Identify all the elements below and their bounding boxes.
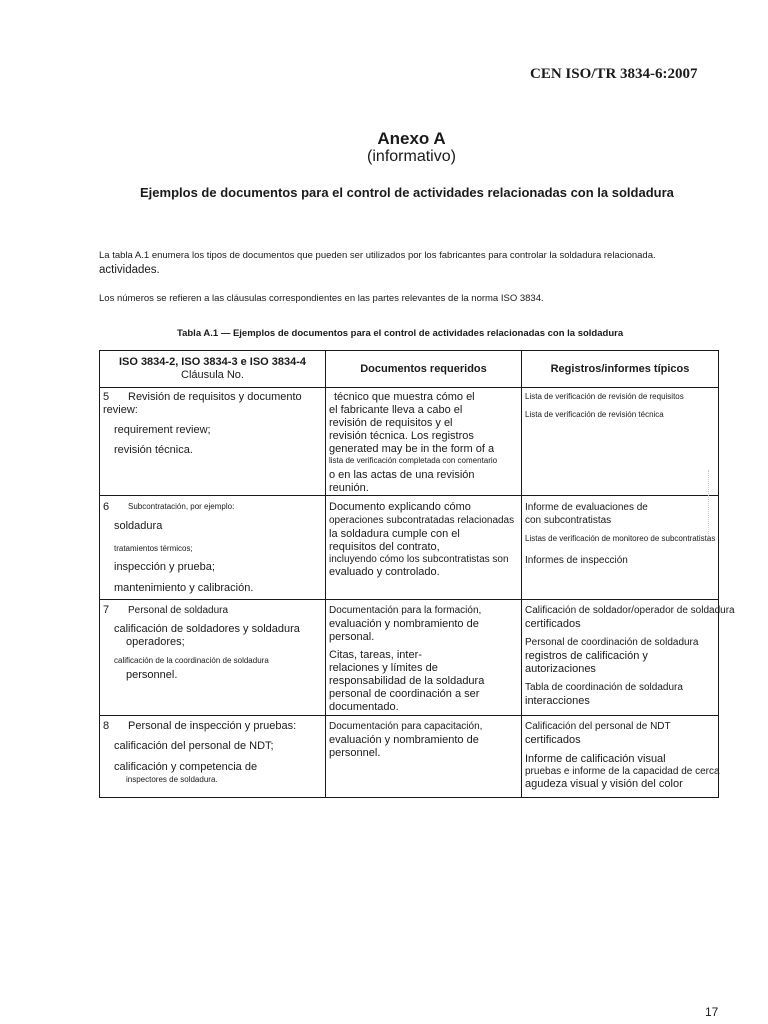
records-cell	[522, 716, 719, 798]
annex-subtitle: (informativo)	[367, 148, 456, 165]
document-text: revisión de requisitos y el	[329, 417, 453, 429]
clause-number: 7	[103, 604, 110, 616]
clause-text: Subcontratación, por ejemplo:	[128, 502, 235, 511]
table-row	[100, 388, 719, 496]
records-cell	[522, 600, 735, 716]
clause-item: inspectores de soldadura.	[126, 775, 218, 784]
document-text: Documentación para capacitación,	[329, 721, 483, 732]
document-text: lista de verificación completada con comentario	[329, 456, 498, 465]
document-text: incluyendo cómo los subcontratistas son	[329, 554, 509, 565]
document-text: el fabricante lleva a cabo el	[329, 404, 463, 416]
clause-text: Revisión de requisitos y documento	[128, 391, 302, 403]
document-text: documentado.	[329, 701, 399, 713]
scan-artifact	[708, 470, 711, 540]
document-text: requisitos del contrato,	[329, 541, 440, 553]
table-caption: Tabla A.1 — Ejemplos de documentos para el control de actividades relacionadas con la soldadura	[177, 328, 624, 339]
document-text: generated may be in the form of a	[329, 443, 495, 455]
clause-item: inspección y prueba;	[114, 561, 215, 573]
clause-item: personnel.	[126, 669, 178, 681]
record-text: Informes de inspección	[525, 555, 628, 566]
clause-text: Personal de inspección y pruebas:	[128, 720, 297, 732]
document-text: responsabilidad de la soldadura	[329, 675, 485, 687]
record-text: certificados	[525, 618, 581, 630]
clause-number: 5	[103, 391, 110, 403]
table-header-row	[100, 351, 719, 388]
record-text: pruebas e informe de la capacidad de cerca	[525, 766, 720, 777]
clause-text: review:	[103, 404, 138, 416]
document-text: personnel.	[329, 747, 381, 759]
clause-number: 6	[103, 501, 110, 513]
documents-cell	[326, 496, 522, 600]
clause-item: soldadura	[114, 520, 163, 532]
annex-title: Anexo A	[377, 129, 446, 148]
document-text: Documento explicando cómo	[329, 501, 471, 513]
documents-table	[99, 350, 735, 798]
clause-text: Personal de soldadura	[128, 605, 229, 616]
record-text: Lista de verificación de revisión de requisitos	[525, 392, 684, 401]
page-number: 17	[705, 1005, 719, 1019]
document-text: Documentación para la formación,	[329, 605, 482, 616]
clause-item: calificación del personal de NDT;	[114, 740, 274, 752]
document-text: personal de coordinación a ser	[329, 688, 480, 700]
records-cell	[522, 496, 719, 600]
header-clause-number: Cláusula No.	[181, 369, 244, 381]
documents-cell	[326, 716, 522, 798]
table-row	[100, 496, 719, 600]
clause-item: calificación de la coordinación de soldadura	[114, 656, 269, 665]
clause-cell	[100, 600, 326, 716]
record-text: Calificación de soldador/operador de soldadura	[525, 605, 735, 616]
record-text: Calificación del personal de NDT	[525, 721, 671, 732]
annex-heading: Ejemplos de documentos para el control de actividades relacionadas con la soldadura	[140, 185, 674, 200]
records-cell	[522, 388, 719, 496]
clause-cell	[100, 496, 326, 600]
clause-item: revisión técnica.	[114, 444, 193, 456]
document-text: revisión técnica. Los registros	[329, 430, 474, 442]
header-clause-standards: ISO 3834-2, ISO 3834-3 e ISO 3834-4	[118, 356, 307, 368]
clause-cell	[100, 716, 326, 798]
document-code: CEN ISO/TR 3834-6:2007	[530, 66, 698, 82]
record-text: certificados	[525, 734, 581, 746]
document-text: operaciones subcontratadas relacionadas	[329, 515, 515, 526]
record-text: interacciones	[525, 695, 590, 707]
intro-paragraph-line: actividades.	[99, 264, 160, 276]
clause-item: operadores;	[126, 636, 185, 648]
clause-item: mantenimiento y calibración.	[114, 582, 254, 594]
clause-item: requirement review;	[114, 424, 211, 436]
table-row	[100, 600, 719, 716]
record-text: Informe de calificación visual	[525, 753, 666, 765]
record-text: Lista de verificación de revisión técnica	[525, 410, 664, 419]
document-text: evaluación y nombramiento de	[329, 618, 479, 630]
clause-cell	[100, 388, 326, 496]
header-typical-records: Registros/informes típicos	[522, 351, 719, 388]
record-text: agudeza visual y visión del color	[525, 778, 683, 790]
table-row	[100, 716, 719, 798]
record-text: registros de calificación y	[525, 650, 648, 662]
document-text: o en las actas de una revisión	[329, 469, 475, 481]
record-text: Listas de verificación de monitoreo de subcontratistas	[525, 534, 716, 543]
clause-item: calificación y competencia de	[114, 761, 258, 773]
intro-paragraph: Los números se refieren a las cláusulas correspondientes en las partes relevantes de la norma ISO 3834.	[99, 293, 544, 304]
record-text: Personal de coordinación de soldadura	[525, 637, 699, 648]
header-clause	[100, 351, 326, 388]
clause-item: tratamientos térmicos;	[114, 544, 193, 553]
record-text: con subcontratistas	[525, 515, 612, 526]
document-text: evaluación y nombramiento de	[329, 734, 479, 746]
document-text: relaciones y límites de	[329, 662, 438, 674]
document-text: Citas, tareas, inter-	[329, 649, 422, 661]
document-text: técnico que muestra cómo el	[334, 391, 475, 403]
intro-paragraph-line: La tabla A.1 enumera los tipos de documentos que pueden ser utilizados por los fabricantes para controlar la soldadura relacionada.	[99, 250, 656, 261]
document-text: personal.	[329, 631, 375, 643]
clause-item: calificación de soldadores y soldadura	[114, 623, 300, 635]
record-text: Informe de evaluaciones de	[525, 502, 648, 513]
documents-cell	[326, 388, 522, 496]
record-text: autorizaciones	[525, 663, 596, 675]
record-text: Tabla de coordinación de soldadura	[525, 682, 683, 693]
document-text: evaluado y controlado.	[329, 566, 440, 578]
documents-cell	[326, 600, 522, 716]
document-text: la soldadura cumple con el	[329, 528, 460, 540]
clause-number: 8	[103, 720, 110, 732]
header-required-documents: Documentos requeridos	[326, 351, 522, 388]
document-text: reunión.	[329, 482, 369, 494]
